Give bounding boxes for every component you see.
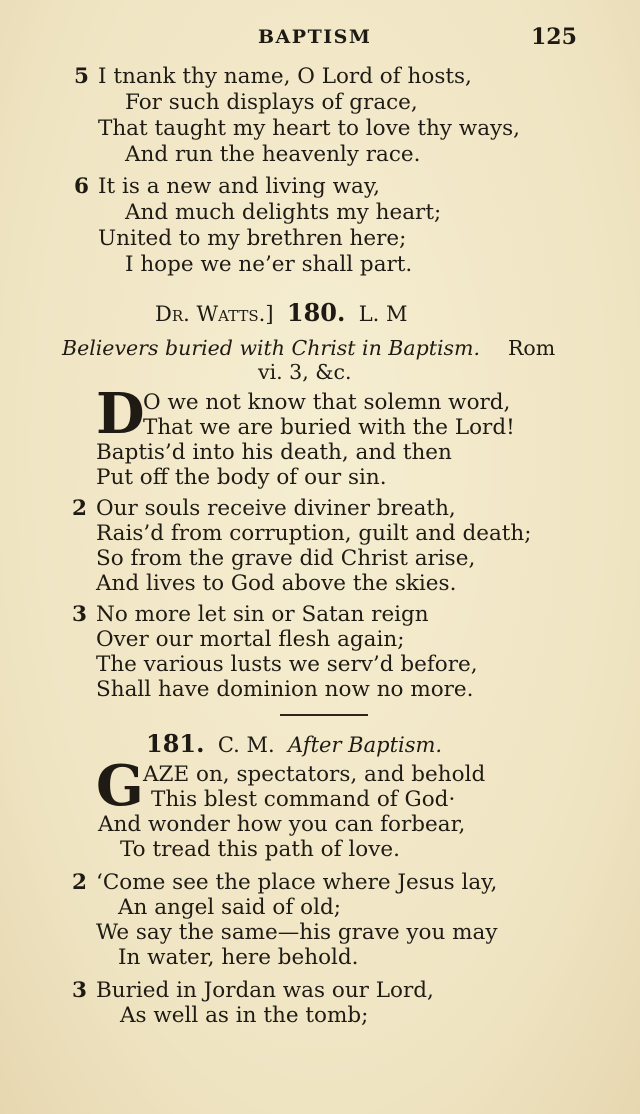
- running-head: [0, 26, 640, 52]
- verse-line: O we not know that solemn word,: [143, 390, 511, 415]
- verse-line: Rais’d from corruption, guilt and death;: [96, 521, 532, 546]
- verse-line: And much delights my heart;: [125, 200, 442, 225]
- verse-number: 2: [72, 870, 87, 895]
- verse-line: AZE on, spectators, and behold: [143, 762, 486, 787]
- verse-number: 2: [72, 496, 87, 521]
- hymn-180-header: [155, 300, 408, 327]
- verse-line: Buried in Jordan was our Lord,: [96, 978, 434, 1003]
- verse-line: For such displays of grace,: [125, 90, 418, 115]
- hymn-subtitle: Believers buried with Christ in Baptism.: [62, 336, 480, 360]
- section-divider: [280, 714, 368, 716]
- verse-line: No more let sin or Satan reign: [96, 602, 429, 627]
- verse-line: It is a new and living way,: [98, 174, 380, 199]
- verse-line: And run the heavenly race.: [125, 142, 421, 167]
- verse-line: That we are buried with the Lord!: [143, 415, 515, 440]
- verse-line: Over our mortal flesh again;: [96, 627, 405, 652]
- verse-line: Shall have dominion now no more.: [96, 677, 474, 702]
- verse-line: Our souls receive diviner breath,: [96, 496, 456, 521]
- verse-line: United to my brethren here;: [98, 226, 407, 251]
- hymn-reference: vi. 3, &c.: [258, 360, 352, 384]
- verse-number: 3: [72, 978, 87, 1003]
- verse-line: I hope we ne’er shall part.: [125, 252, 413, 277]
- verse-line: ‘Come see the place where Jesus lay,: [96, 870, 498, 895]
- verse-number: 6: [74, 174, 89, 199]
- drop-cap: D: [96, 381, 145, 447]
- drop-cap: G: [96, 753, 144, 819]
- verse-line: This blest command of God·: [151, 787, 456, 812]
- hymn-author: Dr. Watts.]: [155, 302, 274, 326]
- verse-line: To tread this path of love.: [120, 837, 400, 862]
- verse-line: Put off the body of our sin.: [96, 465, 387, 490]
- hymn-meter: L. M: [358, 302, 408, 326]
- verse-line: Baptis’d into his death, and then: [96, 440, 452, 465]
- hymn-181-header: [146, 731, 442, 758]
- verse-line: And lives to God above the skies.: [96, 571, 457, 596]
- page-number: 125: [531, 24, 577, 50]
- verse-line: That taught my heart to love thy ways,: [98, 116, 521, 141]
- verse-number: 3: [72, 602, 87, 627]
- verse-line: We say the same—his grave you may: [96, 920, 498, 945]
- verse-line: And wonder how you can forbear,: [98, 812, 466, 837]
- hymn-number: 181.: [146, 729, 205, 758]
- verse-line: As well as in the tomb;: [120, 1003, 369, 1028]
- verse-number: 5: [74, 64, 89, 89]
- verse-line: So from the grave did Christ arise,: [96, 546, 476, 571]
- running-title: BAPTISM: [258, 26, 372, 48]
- verse-line: I tnank thy name, O Lord of hosts,: [98, 64, 472, 89]
- hymn-meter: C. M.: [217, 733, 275, 757]
- verse-line: The various lusts we serv’d before,: [96, 652, 478, 677]
- hymn-number: 180.: [286, 298, 346, 327]
- hymn-subtitle: After Baptism.: [288, 733, 443, 757]
- verse-line: An angel said of old;: [118, 895, 341, 920]
- hymn-reference: Rom: [508, 336, 556, 360]
- verse-line: In water, here behold.: [118, 945, 359, 970]
